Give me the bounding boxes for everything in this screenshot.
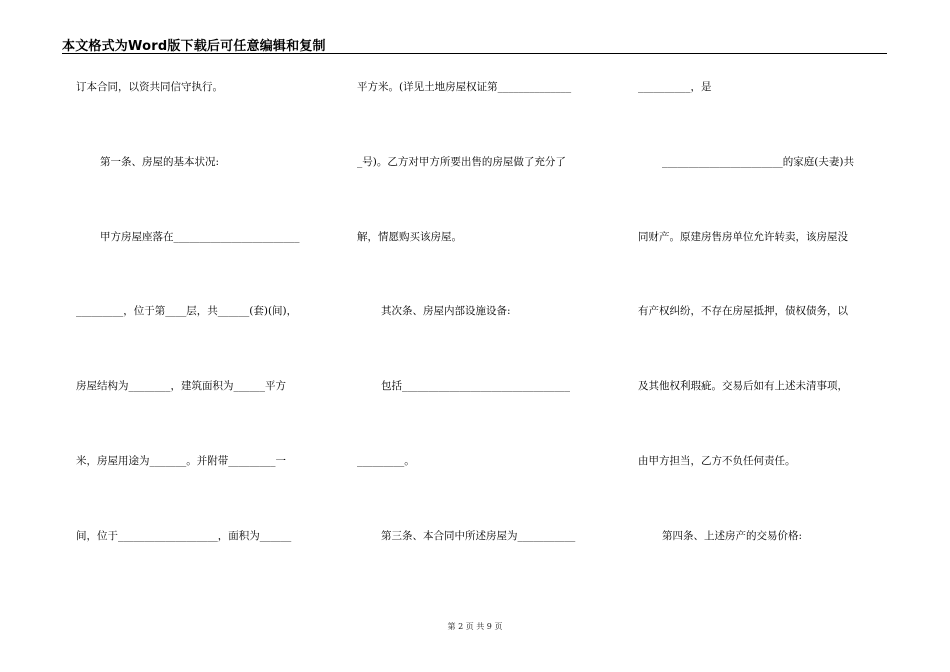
text-line: 有产权纠纷，不存在房屋抵押，债权债务，以	[638, 305, 848, 317]
text-line: _________，位于第____层，共______(套)(间)，	[76, 305, 298, 317]
text-line: 第一条、房屋的基本状况:	[100, 156, 220, 168]
text-line: 订本合同，以资共同信守执行。	[76, 81, 223, 93]
header-divider	[62, 53, 887, 54]
text-line: __________，是	[638, 81, 712, 93]
text-line: 间，位于___________________，面积为______	[76, 530, 292, 542]
text-line: 第四条、上述房产的交易价格:	[662, 530, 803, 542]
text-line: 及其他权利瑕疵。交易后如有上述未清事项，	[638, 380, 848, 392]
document-header-title: 本文格式为Word版下载后可任意编辑和复制	[62, 39, 326, 54]
text-line: 由甲方担当，乙方不负任何责任。	[638, 455, 796, 467]
text-line: 解，情愿购买该房屋。	[357, 231, 462, 243]
text-line: 包括________________________________	[381, 380, 570, 392]
text-line: 其次条、房屋内部设施设备:	[381, 305, 511, 317]
text-line: 同财产。原建房售房单位允许转卖，该房屋没	[638, 231, 848, 243]
text-line: _号)。乙方对甲方所要出售的房屋做了充分了	[357, 156, 566, 168]
text-line: 第三条、本合同中所述房屋为___________	[381, 530, 576, 542]
text-line: 米，房屋用途为_______。并附带_________一	[76, 455, 286, 467]
text-line: _________。	[357, 455, 415, 467]
text-line: 平方米。(详见土地房屋权证第______________	[357, 81, 572, 93]
page-number: 第 2 页 共 9 页	[447, 622, 503, 631]
text-line: _______________________的家庭(夫妻)共	[662, 156, 854, 168]
text-line: 甲方房屋座落在________________________	[100, 231, 300, 243]
text-line: 房屋结构为________，建筑面积为______平方	[76, 380, 286, 392]
